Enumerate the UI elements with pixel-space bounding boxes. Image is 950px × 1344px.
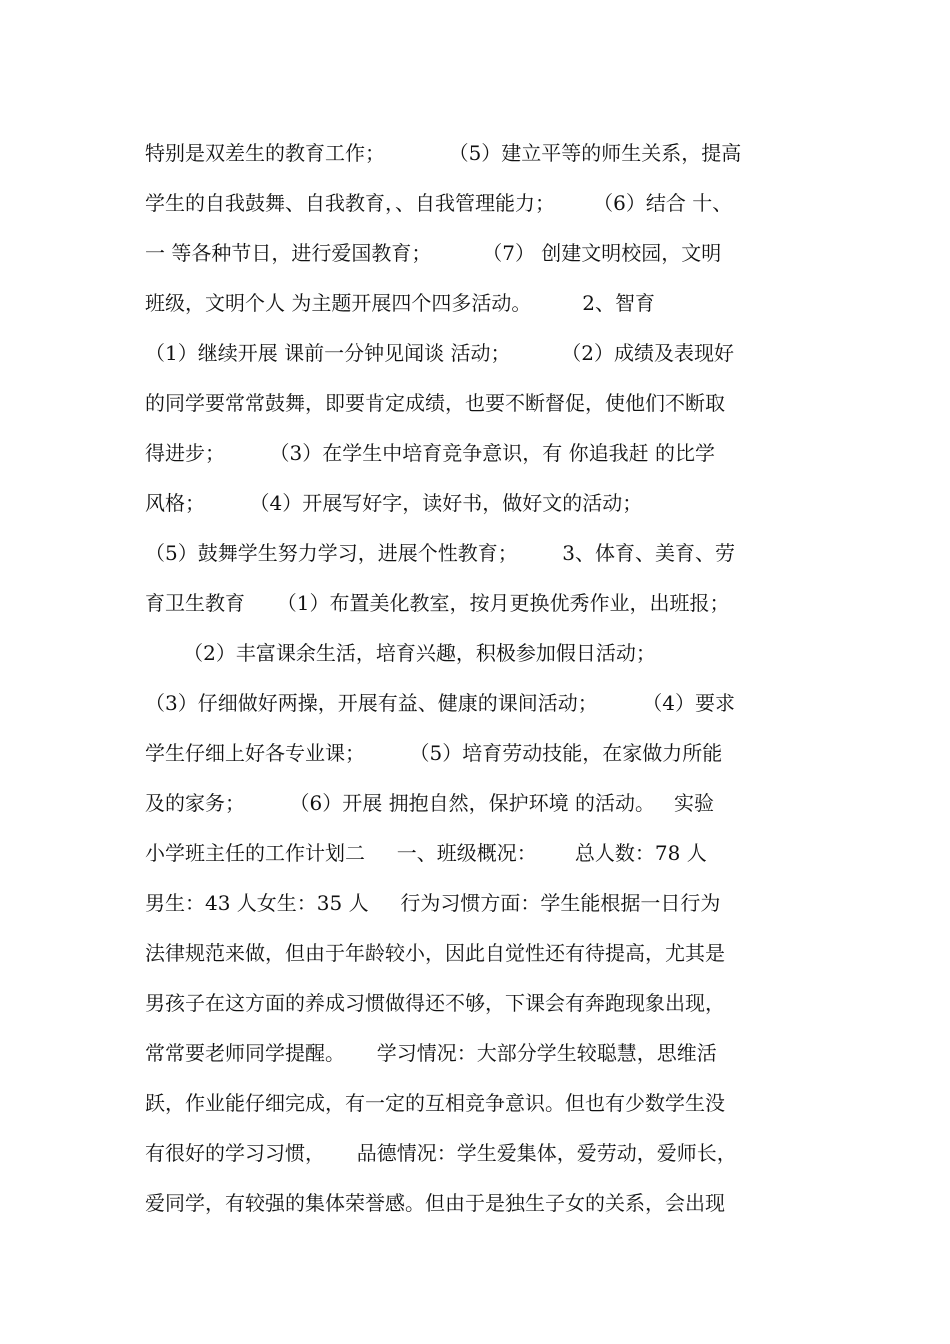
text-line: 法律规范来做，但由于年龄较小，因此自觉性还有待提高，尤其是 [145,941,725,965]
text-line: （1）继续开展 课前一分钟见闻谈 活动； （2）成绩及表现好 [145,341,735,365]
text-line: 学生的自我鼓舞、自我教育，、自我管理能力； （6）结合 十、 [145,191,733,215]
text-line: 特别是双差生的教育工作； （5）建立平等的师生关系，提高 [145,141,742,165]
text-line: 男生：43 人女生：35 人 行为习惯方面：学生能根据一日行为 [145,891,721,915]
text-line: 一 等各种节日，进行爱国教育； （7） 创建文明校园，文明 [145,241,722,265]
text-line: 班级，文明个人 为主题开展四个四多活动。 2、智育 [145,291,655,315]
text-line: 育卫生教育 （1）布置美化教室，按月更换优秀作业，出班报； [145,591,730,615]
text-line: 得进步； （3）在学生中培育竞争意识，有 你追我赶 的比学 [145,441,715,465]
text-line: 有很好的学习习惯， 品德情况：学生爱集体，爱劳动，爱师长， [145,1141,737,1165]
text-line: 学生仔细上好各专业课； （5）培育劳动技能，在家做力所能 [145,741,723,765]
text-line: （2）丰富课余生活，培育兴趣，积极参加假日活动； [145,641,656,665]
body-text [145,128,835,1228]
text-line: 男孩子在这方面的养成习惯做得还不够，下课会有奔跑现象出现， [145,991,725,1015]
text-line: 常常要老师同学提醒。 学习情况：大部分学生较聪慧，思维活 [145,1041,717,1065]
text-line: 小学班主任的工作计划二 一、班级概况： 总人数：78 人 [145,841,707,865]
text-line: 跃，作业能仔细完成，有一定的互相竞争意识。但也有少数学生没 [145,1091,725,1115]
text-line: 风格； （4）开展写好字，读好书，做好文的活动； [145,491,643,515]
text-line: 及的家务； （6）开展 拥抱自然，保护环境 的活动。 实验 [145,791,715,815]
text-line: 爱同学，有较强的集体荣誉感。但由于是独生子女的关系，会出现 [145,1191,725,1215]
text-line: （3）仔细做好两操，开展有益、健康的课间活动； （4）要求 [145,691,735,715]
text-line: （5）鼓舞学生努力学习，进展个性教育； 3、体育、美育、劳 [145,541,735,565]
text-line: 的同学要常常鼓舞，即要肯定成绩，也要不断督促，使他们不断取 [145,391,725,415]
